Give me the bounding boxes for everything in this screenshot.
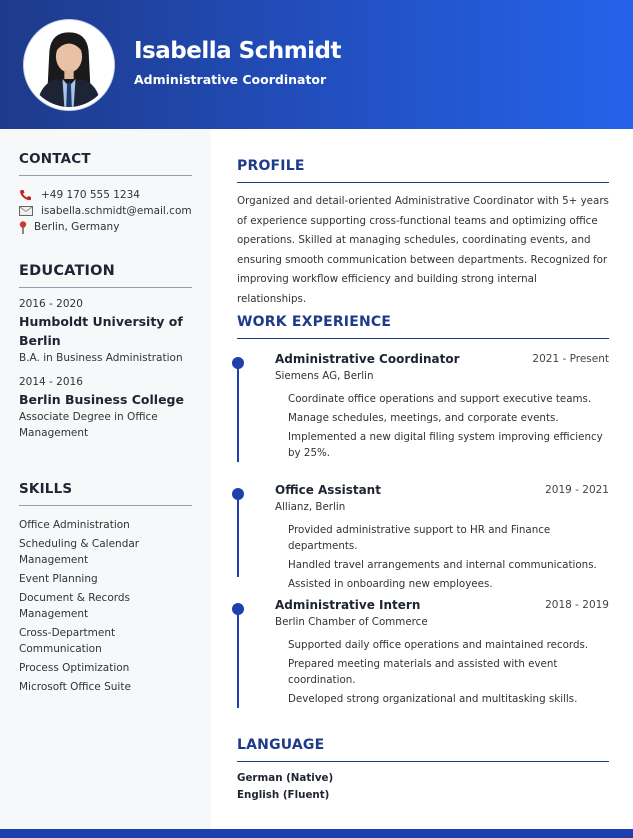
footer-bar xyxy=(0,829,633,838)
job-bullets xyxy=(288,637,611,710)
job-role: Administrative Coordinator xyxy=(275,352,460,366)
job-bullet: Prepared meeting materials and assisted with event coordination. xyxy=(288,658,558,686)
profile-section xyxy=(237,158,609,309)
education-school: Berlin Business College xyxy=(19,392,184,407)
email-address: isabella.schmidt@email.com xyxy=(41,205,192,217)
education-years: 2016 - 2020 xyxy=(19,298,83,310)
job-dates: 2021 - Present xyxy=(532,353,609,365)
skill-item: Document & Records Management xyxy=(19,592,131,620)
main-content xyxy=(211,129,633,829)
language-item: English (Fluent) xyxy=(237,789,330,801)
job-bullet: Supported daily office operations and maintained records. xyxy=(288,639,589,651)
job-role: Administrative Intern xyxy=(275,598,421,612)
skill-item: Cross-Department Communication xyxy=(19,627,116,655)
phone-number: +49 170 555 1234 xyxy=(41,189,140,201)
contact-heading: CONTACT xyxy=(19,151,192,176)
profile-summary: Organized and detail-oriented Administrative Coordinator with 5+ years of experience supporting cross-functional teams and optimizing office operations. Skilled at managing schedules, coordinating events, and ensuring smooth communication between departments. Recognized for improving workflow efficiency and building strong internal relationships. xyxy=(237,195,609,305)
education-item xyxy=(19,298,192,366)
language-section xyxy=(237,737,609,804)
timeline-line xyxy=(237,362,239,462)
education-degree: Associate Degree in Office Management xyxy=(19,411,158,439)
education-years: 2014 - 2016 xyxy=(19,376,83,388)
work-experience-section xyxy=(237,314,609,705)
skill-item: Event Planning xyxy=(19,573,98,585)
contact-section xyxy=(19,151,192,235)
education-section xyxy=(19,263,192,441)
job-bullet: Developed strong organizational and multitasking skills. xyxy=(288,693,578,705)
job-entry xyxy=(237,352,609,464)
contact-phone[interactable] xyxy=(19,187,192,203)
timeline-dot xyxy=(232,488,244,500)
skill-item: Office Administration xyxy=(19,519,130,531)
job-bullets xyxy=(288,391,611,464)
job-entry xyxy=(237,483,609,590)
timeline-dot xyxy=(232,603,244,615)
contact-email[interactable] xyxy=(19,203,192,219)
skill-item: Scheduling & Calendar Management xyxy=(19,538,140,566)
job-company: Allianz, Berlin xyxy=(275,501,346,513)
skills-heading: SKILLS xyxy=(19,481,192,506)
education-school: Humboldt University of Berlin xyxy=(19,314,183,348)
portrait-image xyxy=(27,23,111,107)
profile-photo xyxy=(24,20,114,110)
work-experience-heading: WORK EXPERIENCE xyxy=(237,314,609,339)
job-bullet: Assisted in onboarding new employees. xyxy=(288,578,493,590)
job-bullet: Provided administrative support to HR and Finance departments. xyxy=(288,524,551,552)
education-item xyxy=(19,376,192,441)
timeline-line xyxy=(237,608,239,708)
location-text: Berlin, Germany xyxy=(34,221,120,233)
job-dates: 2018 - 2019 xyxy=(545,599,609,611)
job-bullet: Coordinate office operations and support executive teams. xyxy=(288,393,592,405)
job-role: Office Assistant xyxy=(275,483,381,497)
job-bullet: Handled travel arrangements and internal communications. xyxy=(288,559,597,571)
profile-heading: PROFILE xyxy=(237,158,609,183)
language-item: German (Native) xyxy=(237,772,334,784)
skill-item: Microsoft Office Suite xyxy=(19,681,131,693)
job-entry xyxy=(237,598,609,708)
job-bullet: Implemented a new digital filing system improving efficiency by 25%. xyxy=(288,431,603,459)
skill-item: Process Optimization xyxy=(19,662,130,674)
timeline-line xyxy=(237,493,239,577)
timeline-dot xyxy=(232,357,244,369)
resume-header xyxy=(0,0,633,129)
language-heading: LANGUAGE xyxy=(237,737,609,762)
candidate-name: Isabella Schmidt xyxy=(134,38,342,64)
skills-section xyxy=(19,481,192,698)
education-degree: B.A. in Business Administration xyxy=(19,352,183,364)
contact-location xyxy=(19,219,192,235)
location-pin-icon xyxy=(19,221,28,234)
education-heading: EDUCATION xyxy=(19,263,192,288)
job-company: Berlin Chamber of Commerce xyxy=(275,616,428,628)
sidebar xyxy=(0,129,211,829)
skills-list xyxy=(19,517,192,695)
job-bullets xyxy=(288,522,611,595)
email-icon xyxy=(19,206,35,216)
candidate-title: Administrative Coordinator xyxy=(134,72,327,87)
job-bullet: Manage schedules, meetings, and corporate events. xyxy=(288,412,559,424)
job-company: Siemens AG, Berlin xyxy=(275,370,374,382)
phone-icon xyxy=(19,189,35,201)
job-dates: 2019 - 2021 xyxy=(545,484,609,496)
